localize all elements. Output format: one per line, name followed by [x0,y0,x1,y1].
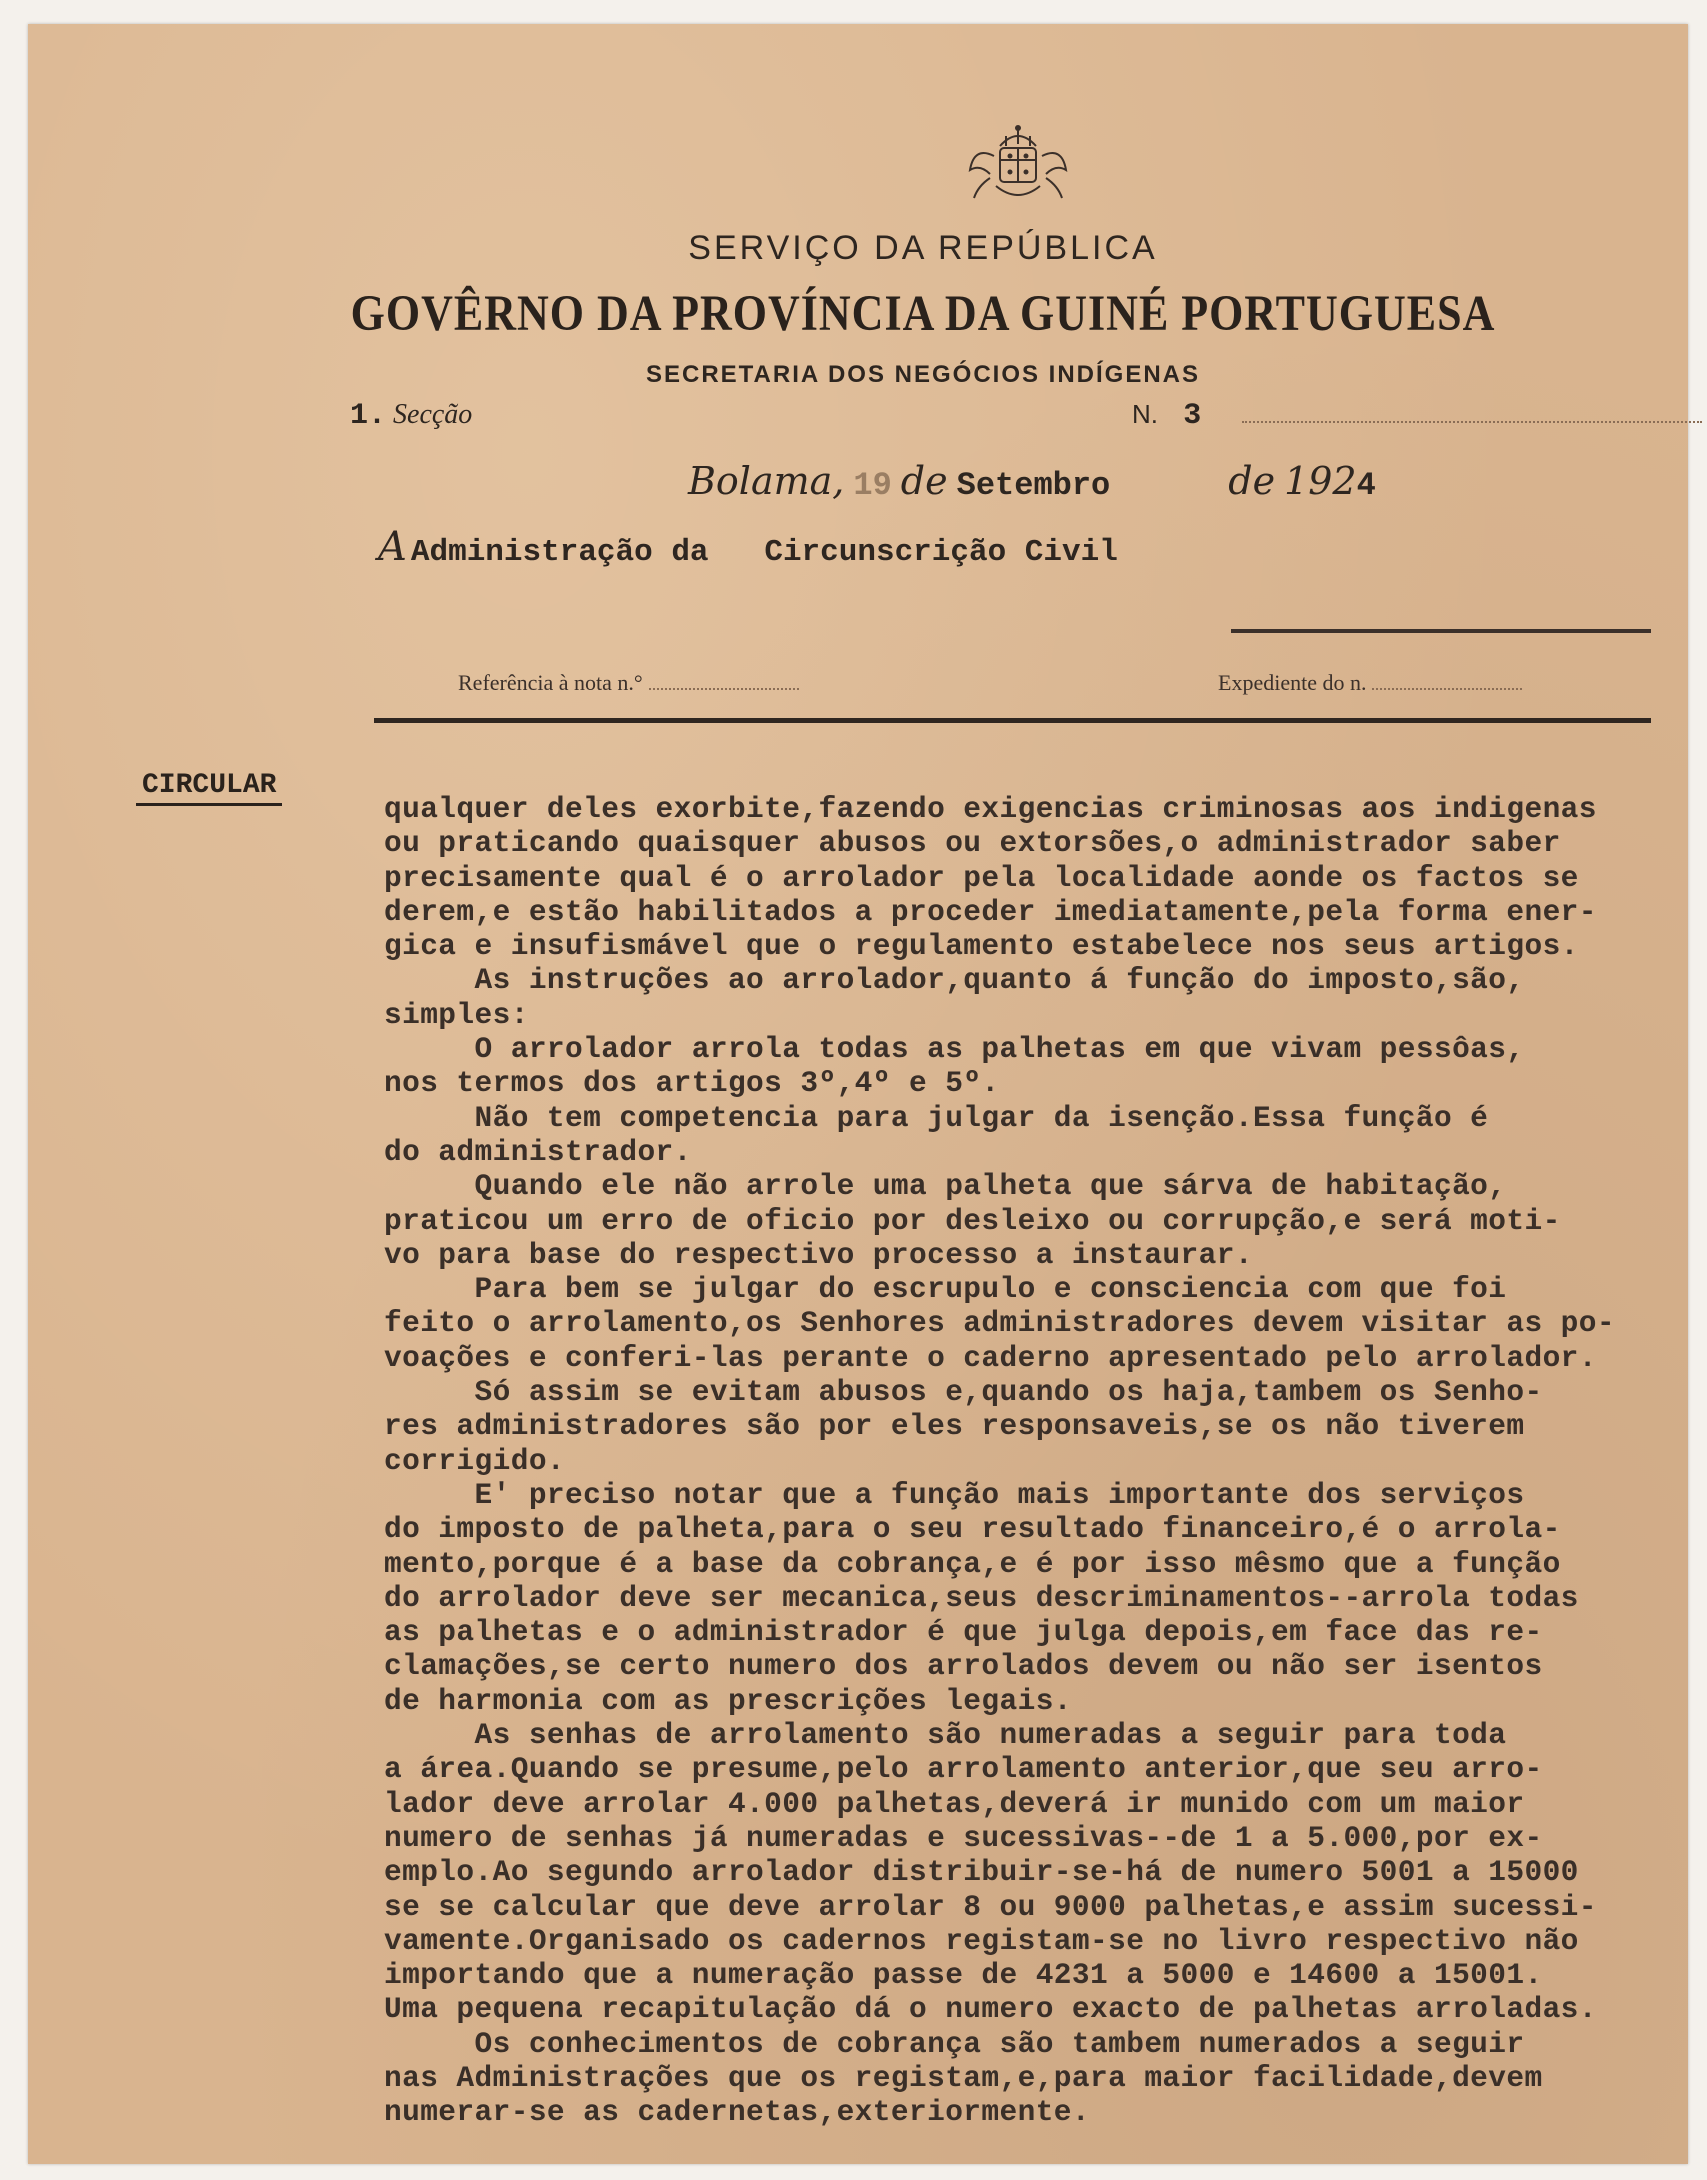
reference-dotline [649,688,799,690]
expediente-field [1218,670,1522,696]
body-line: As instruções ao arrolador,quanto á função do imposto,são, [384,963,1525,998]
body-line: Os conhecimentos de cobrança são tambem numerados a seguir [384,2026,1525,2061]
section-label: Secção [393,399,473,430]
body-line: E' preciso notar que a função mais importante dos serviços [384,1477,1525,1512]
body-line: Quando ele não arrole uma palheta que sárva de habitação, [384,1169,1507,1204]
body-line: do administrador. [384,1134,692,1169]
section-number [350,399,472,433]
reference-label: Referência à nota n.° [458,670,643,695]
body-line: gica e insufismável que o regulamento estabelece nos seus artigos. [384,929,1579,964]
body-line: importando que a numeração passe de 4231 a 5000 e 14600 a 15001. [384,1958,1543,1993]
body-line: lador deve arrolar 4.000 palhetas,deverá ir munido com um maior [384,1786,1525,1821]
body-line: as palhetas e o administrador é que julga depois,em face das re- [384,1615,1543,1650]
document-number-dotline [1242,421,1702,423]
divider-short [1231,629,1651,633]
divider-long [374,718,1651,723]
date-line [688,459,1376,504]
expediente-dotline [1372,688,1522,690]
circular-label: CIRCULAR [136,770,282,806]
date-year-suffix: 4 [1356,467,1376,504]
date-year-prefix: 192 [1284,459,1357,503]
header-service-title: SERVIÇO DA REPÚBLICA [688,229,1158,267]
body-line: emplo.Ao segundo arrolador distribuir-se-há de numero 5001 a 15000 [384,1855,1579,1890]
reference-field [458,670,799,696]
body-line: voações e conferi-las perante o caderno apresentado pelo arrolador. [384,1340,1597,1375]
body-line: do imposto de palheta,para o seu resultado financeiro,é o arrola- [384,1512,1561,1547]
document-page [28,24,1688,2164]
expediente-label: Expediente do n. [1218,670,1367,695]
body-line: do arrolador deve ser mecanica,seus descriminamentos--arrola todas [384,1580,1579,1615]
header-government-title: GOVÊRNO DA PROVÍNCIA DA GUINÉ PORTUGUESA [350,285,1496,342]
body-line: de harmonia com as prescrições legais. [384,1683,1072,1718]
date-place: Bolama, [688,459,845,503]
body-line: Só assim se evitam abusos e,quando os haja,tambem os Senho- [384,1375,1543,1410]
body-line: precisamente qual é o arrolador pela localidade aonde os factos se [384,860,1579,895]
body-line: praticou um erro de oficio por desleixo ou corrupção,e será moti- [384,1203,1561,1238]
body-line: numerar-se as cadernetas,exteriormente. [384,2095,1091,2130]
body-line: Uma pequena recapitulação dá o numero exacto de palhetas arroladas. [384,1992,1597,2027]
body-line: ou praticando quaisquer abusos ou extorsões,o administrador saber [384,826,1561,861]
section-number-value: 1. [350,399,387,433]
document-number-value: 3 [1183,399,1202,433]
body-line: simples: [384,997,529,1032]
body-line: vamente.Organisado os cadernos registam-se no livro respectivo não [384,1923,1579,1958]
date-month: Setembro [956,467,1111,504]
document-number [1132,399,1201,433]
body-line: se se calcular que deve arrolar 8 ou 9000 palhetas,e assim sucessi- [384,1889,1597,1924]
body-line: derem,e estão habilitados a proceder imediatamente,pela forma ener- [384,894,1597,929]
body-line: a área.Quando se presume,pelo arrolamento anterior,que seu arro- [384,1752,1543,1787]
body-line: feito o arrolamento,os Senhores administradores devem visitar as po- [384,1306,1615,1341]
header-secretariat-title: SECRETARIA DOS NEGÓCIOS INDÍGENAS [645,361,1201,388]
coat-of-arms-icon [960,116,1076,208]
body-line: As senhas de arrolamento são numeradas a seguir para toda [384,1718,1507,1753]
body-line: numero de senhas já numeradas e sucessivas--de 1 a 5.000,por ex- [384,1820,1543,1855]
date-de-2: de [1228,459,1276,503]
body-line: qualquer deles exorbite,fazendo exigencias criminosas aos indigenas [384,792,1597,826]
body-line: O arrolador arrola todas as palhetas em que vivam pessôas, [384,1032,1525,1067]
body-text [384,792,1707,2130]
body-line: mento,porque é a base da cobrança,e é por isso mêsmo que a função [384,1546,1561,1581]
addressee-prefix: A [378,524,407,570]
body-line: clamações,se certo numero dos arrolados devem ou não ser isentos [384,1649,1543,1684]
date-day: 19 [853,467,892,504]
addressee-line: Administração da Circunscrição Civil [410,535,1118,570]
body-line: res administradores são por eles responsaveis,se os não tiverem [384,1409,1525,1444]
body-line: Não tem competencia para julgar da isenção.Essa função é [384,1100,1489,1135]
document-number-label: N. [1132,399,1158,429]
body-line: nas Administrações que os registam,e,para maior facilidade,devem [384,2060,1543,2095]
addressee [378,524,1118,570]
body-line: corrigido. [384,1443,566,1478]
body-line: vo para base do respectivo processo a instaurar. [384,1237,1253,1272]
body-line: Para bem se julgar do escrupulo e consciencia com que foi [384,1272,1507,1307]
body-line: nos termos dos artigos 3º,4º e 5º. [384,1066,1000,1101]
date-de-1: de [900,459,948,503]
